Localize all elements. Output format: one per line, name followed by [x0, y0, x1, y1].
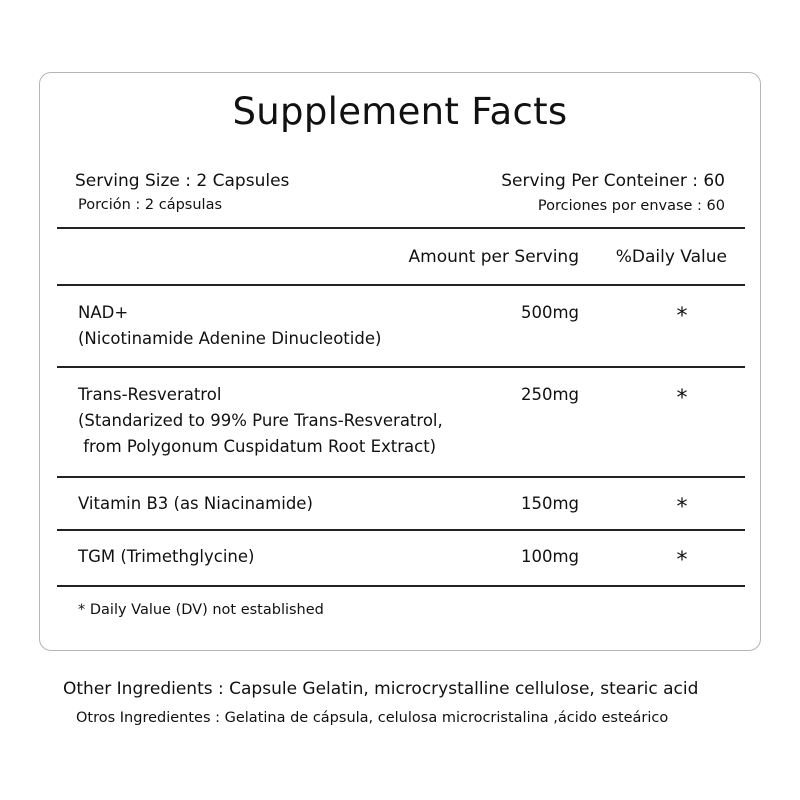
ingredient-daily-value: * — [676, 304, 688, 329]
ingredient-daily-value: * — [676, 386, 688, 411]
other-ingredients: Other Ingredients : Capsule Gelatin, microcrystalline cellulose, stearic acid — [63, 679, 699, 699]
row-divider — [57, 529, 745, 531]
ingredient-name: TGM (Trimethglycine) — [78, 547, 255, 566]
divider-top — [57, 227, 745, 229]
ingredient-amount: 250mg — [520, 385, 579, 404]
ingredient-name: Vitamin B3 (as Niacinamide) — [78, 494, 313, 513]
ingredient-daily-value: * — [676, 548, 688, 573]
ingredient-amount: 150mg — [520, 494, 579, 513]
divider-bottom — [57, 585, 745, 587]
header-daily-value: %Daily Value — [615, 247, 727, 267]
other-ingredients-es: Otros Ingredientes : Gelatina de cápsula, celulosa microcristalina ,ácido esteárico — [76, 710, 669, 726]
divider-header — [57, 284, 745, 286]
ingredient-detail: (Nicotinamide Adenine Dinucleotide) — [78, 329, 382, 348]
ingredient-daily-value: * — [676, 495, 688, 520]
servings-per-container-es: Porciones por envase : 60 — [537, 198, 725, 214]
serving-size: Serving Size : 2 Capsules — [75, 171, 290, 191]
header-amount: Amount per Serving — [408, 247, 579, 267]
ingredient-amount: 500mg — [520, 303, 579, 322]
ingredient-detail: from Polygonum Cuspidatum Root Extract) — [78, 437, 437, 456]
panel-title: Supplement Facts — [232, 90, 568, 133]
row-divider — [57, 366, 745, 368]
serving-size-es: Porción : 2 cápsulas — [78, 197, 223, 213]
ingredient-name: NAD+ — [78, 303, 129, 322]
ingredient-amount: 100mg — [520, 547, 579, 566]
ingredient-name: Trans-Resveratrol — [78, 385, 222, 404]
daily-value-footnote: * Daily Value (DV) not established — [78, 602, 324, 618]
servings-per-container: Serving Per Conteiner : 60 — [501, 171, 725, 191]
ingredient-detail: (Standarized to 99% Pure Trans-Resveratrol, — [78, 411, 443, 430]
row-divider — [57, 476, 745, 478]
